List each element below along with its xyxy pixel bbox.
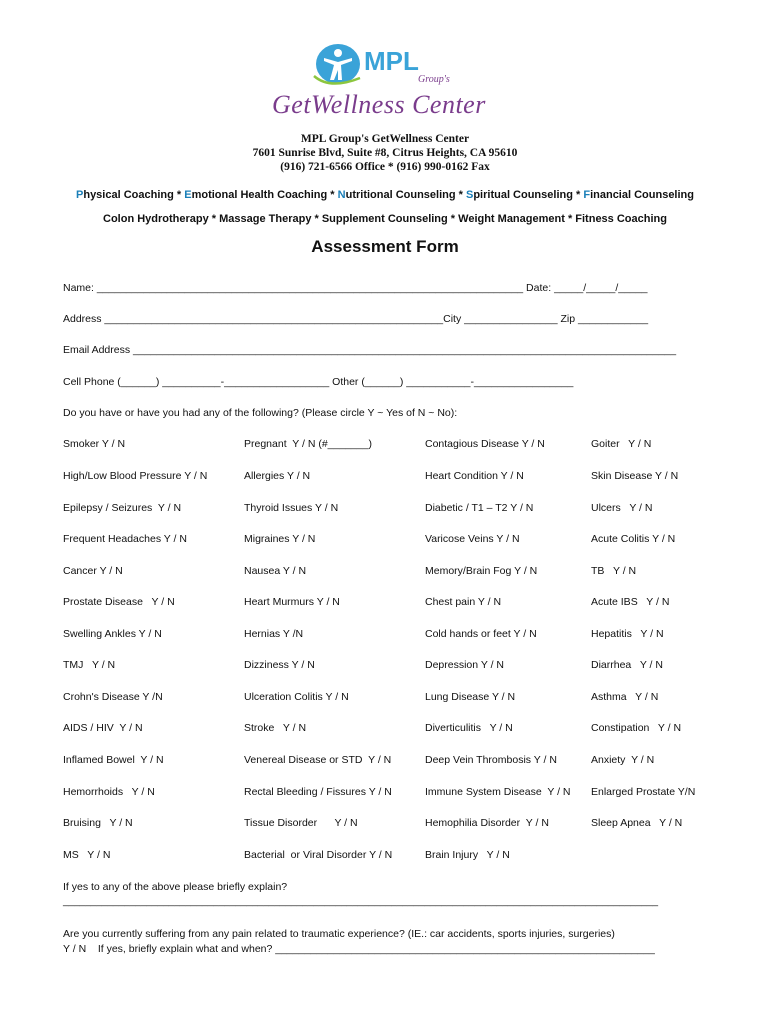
condition-item[interactable]: Acute Colitis Y / N [591,533,676,545]
pain-question: Are you currently suffering from any pain related to traumatic experience? (IE.: car accidents, sports injuries, surgeries) [63,928,615,940]
service-text: inancial Counseling [590,189,694,201]
condition-item[interactable]: Ulcers Y / N [591,502,653,514]
condition-item[interactable]: Bruising Y / N [63,817,133,829]
mpl-logo [300,40,500,90]
condition-item[interactable]: TB Y / N [591,565,637,577]
service-cap: F [583,189,591,201]
condition-item[interactable]: Venereal Disease or STD Y / N [244,754,392,766]
condition-item[interactable]: Deep Vein Thrombosis Y / N [425,754,557,766]
condition-item[interactable]: Frequent Headaches Y / N [63,533,187,545]
condition-item[interactable]: Hernias Y /N [244,628,304,640]
condition-item[interactable]: High/Low Blood Pressure Y / N [63,470,208,482]
condition-item[interactable]: TMJ Y / N [63,659,116,671]
condition-item[interactable]: Swelling Ankles Y / N [63,628,162,640]
form-title: Assessment Form [311,237,459,256]
condition-item[interactable]: Hepatitis Y / N [591,628,664,640]
condition-item[interactable]: Tissue Disorder Y / N [244,817,358,829]
condition-item[interactable]: Nausea Y / N [244,565,307,577]
email-field[interactable]: Email Address _____________________________________________________________________________________________ [63,344,677,356]
condition-item[interactable]: Brain Injury Y / N [425,849,510,861]
condition-item[interactable]: Diarrhea Y / N [591,659,663,671]
condition-item[interactable]: Heart Condition Y / N [425,470,524,482]
condition-item[interactable]: Heart Murmurs Y / N [244,596,340,608]
condition-item[interactable]: Lung Disease Y / N [425,691,516,703]
condition-item[interactable]: Diverticulitis Y / N [425,722,513,734]
condition-item[interactable]: Asthma Y / N [591,691,659,703]
logo-sub: Group's [418,74,450,85]
condition-item[interactable]: Contagious Disease Y / N [425,438,545,450]
condition-item[interactable]: Cancer Y / N [63,565,123,577]
service-cap: S [465,189,474,201]
condition-item[interactable]: Inflamed Bowel Y / N [63,754,164,766]
condition-item[interactable]: Memory/Brain Fog Y / N [425,565,538,577]
condition-item[interactable]: Immune System Disease Y / N [425,786,571,798]
address-line-1: MPL Group's GetWellness Center [300,133,470,145]
condition-item[interactable]: Prostate Disease Y / N [63,596,175,608]
pain-followup-field[interactable]: Y / N If yes, briefly explain what and when? _________________________________________________________________ [63,943,655,955]
condition-item[interactable]: Anxiety Y / N [591,754,655,766]
center-name: GetWellness Center [272,90,486,119]
condition-item[interactable]: Depression Y / N [425,659,504,671]
condition-item[interactable]: Smoker Y / N [63,438,126,450]
condition-item[interactable]: Dizziness Y / N [244,659,315,671]
condition-item[interactable]: Thyroid Issues Y / N [244,502,339,514]
logo-graphic-icon [300,40,500,90]
service-text: motional Health Coaching * [191,189,338,201]
condition-item[interactable]: Chest pain Y / N [425,596,502,608]
service-text: utritional Counseling * [345,189,466,201]
explain-label: If yes to any of the above please briefly explain? [63,881,288,893]
service-cap: N [337,189,346,201]
condition-item[interactable]: Acute IBS Y / N [591,596,670,608]
service-cap: P [76,189,84,201]
phone-field[interactable]: Cell Phone (______) __________-__________________ Other (______) ___________-_________________ [63,376,574,388]
address-field[interactable]: Address __________________________________________________________City ________________ Zip ____________ [63,313,649,325]
condition-item[interactable]: Diabetic / T1 – T2 Y / N [425,502,534,514]
condition-item[interactable]: Crohn's Disease Y /N [63,691,163,703]
services-line-2: Colon Hydrotherapy * Massage Therapy * Supplement Counseling * Weight Management * Fitness Coaching [103,213,667,225]
condition-item[interactable]: Bacterial or Viral Disorder Y / N [244,849,393,861]
service-text: piritual Counseling * [473,189,584,201]
condition-item[interactable]: AIDS / HIV Y / N [63,722,143,734]
condition-item[interactable]: Hemophilia Disorder Y / N [425,817,549,829]
condition-item[interactable]: Constipation Y / N [591,722,682,734]
condition-item[interactable]: Allergies Y / N [244,470,311,482]
condition-item[interactable]: Stroke Y / N [244,722,307,734]
condition-item[interactable]: Ulceration Colitis Y / N [244,691,349,703]
condition-item[interactable]: Rectal Bleeding / Fissures Y / N [244,786,392,798]
condition-item[interactable]: Cold hands or feet Y / N [425,628,537,640]
condition-item[interactable]: MS Y / N [63,849,111,861]
logo-text: MPL [364,46,419,76]
condition-item[interactable]: Hemorrhoids Y / N [63,786,155,798]
services-line-1 [0,189,770,201]
conditions-question: Do you have or have you had any of the following? (Please circle Y ~ Yes of N ~ No): [63,407,458,419]
condition-item[interactable]: Sleep Apnea Y / N [591,817,683,829]
condition-item[interactable]: Migraines Y / N [244,533,316,545]
condition-item[interactable]: Enlarged Prostate Y/N [591,786,696,798]
name-date-field[interactable]: Name: _________________________________________________________________________ Date: _____/_____/_____ [63,282,648,294]
address-line-3: (916) 721-6566 Office * (916) 990-0162 Fax [280,161,490,173]
condition-item[interactable]: Skin Disease Y / N [591,470,679,482]
address-line-2: 7601 Sunrise Blvd, Suite #8, Citrus Heights, CA 95610 [252,147,518,159]
condition-item[interactable]: Pregnant Y / N (#_______) [244,438,373,450]
condition-item[interactable]: Epilepsy / Seizures Y / N [63,502,182,514]
condition-item[interactable]: Varicose Veins Y / N [425,533,520,545]
service-cap: E [184,189,192,201]
condition-item[interactable]: Goiter Y / N [591,438,652,450]
explain-field[interactable]: ___________________________________________________________________________________________________________ [63,896,659,907]
service-text: hysical Coaching * [83,189,185,201]
